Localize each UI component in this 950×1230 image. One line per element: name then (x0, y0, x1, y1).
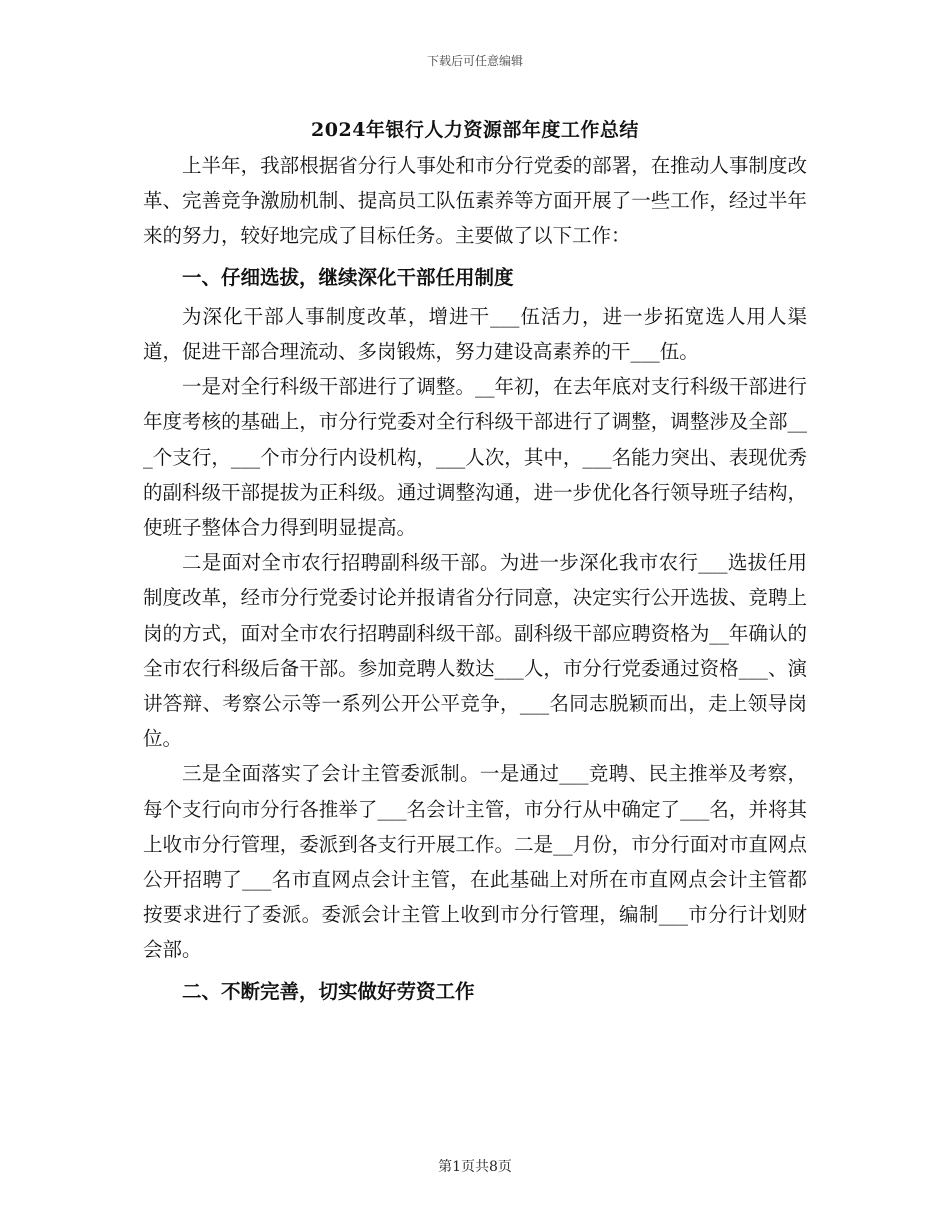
body-paragraph: 为深化干部人事制度改革，增进干___伍活力，进一步拓宽选人用人渠道，促进干部合理流动、多岗锻炼，努力建设高素养的干___伍。 (143, 304, 807, 364)
document-title: 2024年银行人力资源部年度工作总结 (311, 119, 639, 141)
section-heading-1: 一、仔细选拔，继续深化干部任用制度 (182, 265, 514, 289)
intro-paragraph: 上半年，我部根据省分行人事处和市分行党委的部署，在推动人事制度改革、完善竞争激励机制、提高员工队伍素养等方面开展了一些工作，经过半年来的努力，较好地完成了目标任务。主要做了以下工作： (143, 154, 807, 248)
body-paragraph: 二是面对全市农行招聘副科级干部。为进一步深化我市农行___选拔任用制度改革，经市分行党委讨论并报请省分行同意，决定实行公开选拔、竞聘上岗的方式，面对全市农行招聘副科级干部。副科级干部应聘资格为__年确认的全市农行科级后备干部。参加竞聘人数达___人，市分行党委通过资格___、演讲答辩、考察公示等一系列公开公平竞争，___名同志脱颖而出，走上领导岗位。 (143, 551, 807, 751)
page-number: 第1页共8页 (438, 1159, 512, 1175)
document-body (143, 148, 807, 1013)
body-paragraph: 一是对全行科级干部进行了调整。__年初，在去年底对支行科级干部进行年度考核的基础上，市分行党委对全行科级干部进行了调整，调整涉及全部___个支行，___个市分行内设机构，___人次，其中，___名能力突出、表现优秀的副科级干部提拔为正科级。通过调整沟通，进一步优化各行领导班子结构，使班子整体合力得到明显提高。 (143, 375, 807, 540)
section-heading-2: 二、不断完善，切实做好劳资工作 (182, 979, 475, 1003)
download-note: 下载后可任意编辑 (426, 54, 523, 68)
body-paragraph: 三是全面落实了会计主管委派制。一是通过___竞聘、民主推举及考察，每个支行向市分行各推举了___名会计主管，市分行从中确定了___名，并将其上收市分行管理，委派到各支行开展工作。二是__月份，市分行面对市直网点公开招聘了___名市直网点会计主管，在此基础上对所在市直网点会计主管都按要求进行了委派。委派会计主管上收到市分行管理，编制___市分行计划财会部。 (143, 762, 807, 962)
